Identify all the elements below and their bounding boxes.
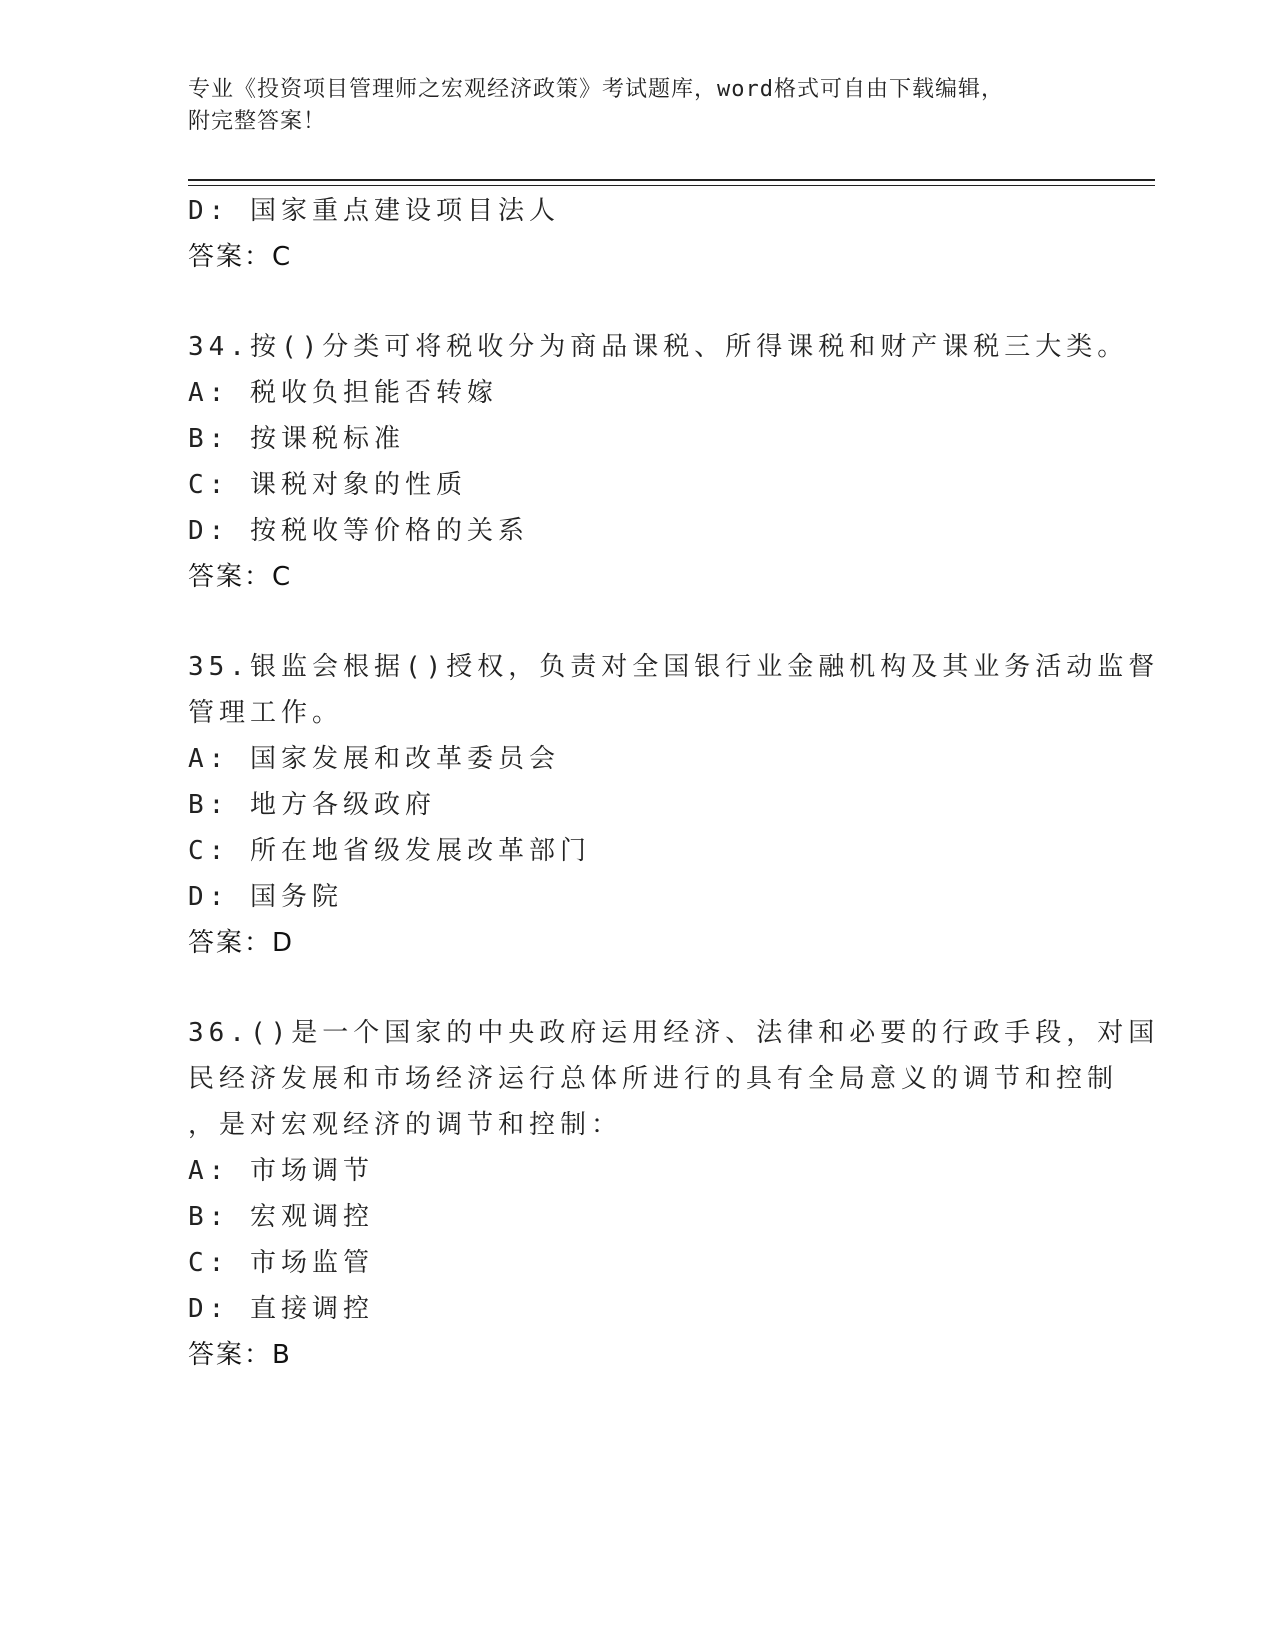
question-text-line-2: 民经济发展和市场经济运行总体所进行的具有全局意义的调节和控制	[188, 1064, 1119, 1094]
question-34	[188, 324, 1129, 600]
option-d: D: 国务院	[188, 882, 343, 912]
question-list	[188, 188, 1160, 1378]
question-text-line-3: ，是对宏观经济的调节和控制：	[188, 1110, 623, 1140]
header-divider-thin	[188, 185, 1155, 186]
question-36	[188, 1010, 1160, 1378]
option-b: B: 地方各级政府	[188, 790, 436, 820]
option-a: A: 市场调节	[188, 1156, 374, 1186]
option-b: B: 宏观调控	[188, 1202, 374, 1232]
answer-line: 答案：B	[188, 1340, 292, 1370]
option-c: C: 市场监管	[188, 1248, 374, 1278]
option-c: C: 课税对象的性质	[188, 470, 467, 500]
question-text-line-2: 管理工作。	[188, 698, 344, 728]
option-d: D: 按税收等价格的关系	[188, 516, 529, 546]
document-header	[188, 74, 1068, 138]
answer-line: 答案：C	[188, 562, 293, 592]
header-line-2: 附完整答案！	[188, 109, 327, 134]
answer-line: 答案：D	[188, 928, 295, 958]
option-d: D: 直接调控	[188, 1294, 374, 1324]
option-d: D: 国家重点建设项目法人	[188, 196, 560, 226]
previous-question-tail	[188, 188, 1088, 280]
option-a: A: 税收负担能否转嫁	[188, 378, 498, 408]
header-divider-thick	[188, 179, 1155, 181]
answer-line: 答案：C	[188, 242, 293, 272]
question-text: 34.按()分类可将税收分为商品课税、所得课税和财产课税三大类。	[188, 332, 1129, 362]
option-b: B: 按课税标准	[188, 424, 405, 454]
question-text-line-1: 35.银监会根据()授权，负责对全国银行业金融机构及其业务活动监督	[188, 652, 1160, 682]
question-35	[188, 644, 1160, 966]
question-text-line-1: 36.()是一个国家的中央政府运用经济、法律和必要的行政手段，对国	[188, 1018, 1160, 1048]
option-a: A: 国家发展和改革委员会	[188, 744, 560, 774]
option-c: C: 所在地省级发展改革部门	[188, 836, 591, 866]
header-line-1: 专业《投资项目管理师之宏观经济政策》考试题库，word格式可自由下载编辑，	[188, 77, 1004, 102]
